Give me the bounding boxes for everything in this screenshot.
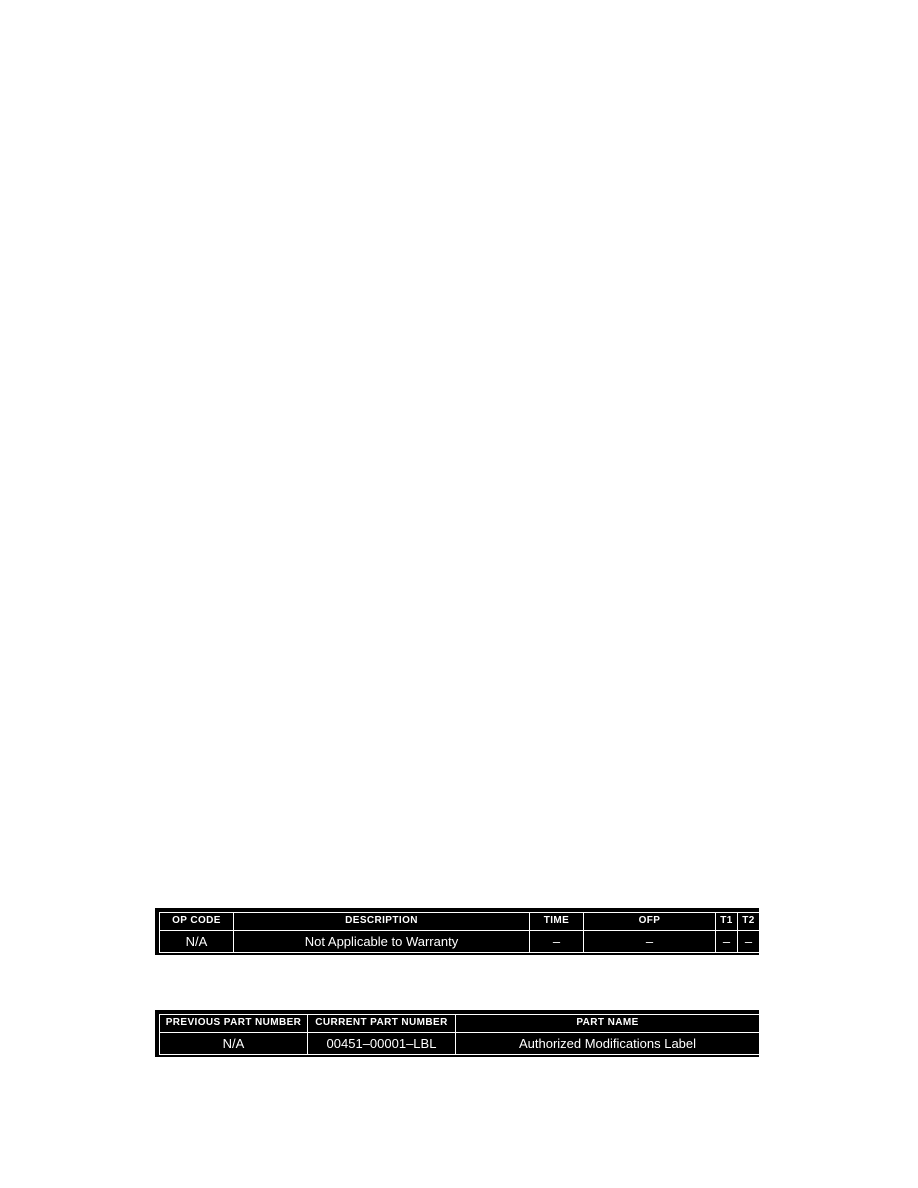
cell-ofp: –: [584, 931, 716, 953]
column-header-t1: T1: [716, 913, 738, 931]
table-row: [160, 1033, 760, 1055]
column-header-description: DESCRIPTION: [234, 913, 530, 931]
column-header-op-code: OP CODE: [160, 913, 234, 931]
op-code-table: [159, 912, 760, 953]
table-header-row: [160, 913, 760, 931]
cell-previous-part-number: N/A: [160, 1033, 308, 1055]
cell-description: Not Applicable to Warranty: [234, 931, 530, 953]
op-code-table-container: [155, 908, 759, 955]
cell-current-part-number: 00451–00001–LBL: [308, 1033, 456, 1055]
table-row: [160, 931, 760, 953]
cell-t2: –: [738, 931, 760, 953]
cell-t1: –: [716, 931, 738, 953]
column-header-current-part-number: CURRENT PART NUMBER: [308, 1015, 456, 1033]
table-header-row: [160, 1015, 760, 1033]
parts-table-container: [155, 1010, 759, 1057]
column-header-ofp: OFP: [584, 913, 716, 931]
column-header-t2: T2: [738, 913, 760, 931]
cell-time: –: [530, 931, 584, 953]
cell-part-name: Authorized Modifications Label: [456, 1033, 760, 1055]
column-header-part-name: PART NAME: [456, 1015, 760, 1033]
parts-table: [159, 1014, 760, 1055]
column-header-previous-part-number: PREVIOUS PART NUMBER: [160, 1015, 308, 1033]
cell-op-code: N/A: [160, 931, 234, 953]
column-header-time: TIME: [530, 913, 584, 931]
